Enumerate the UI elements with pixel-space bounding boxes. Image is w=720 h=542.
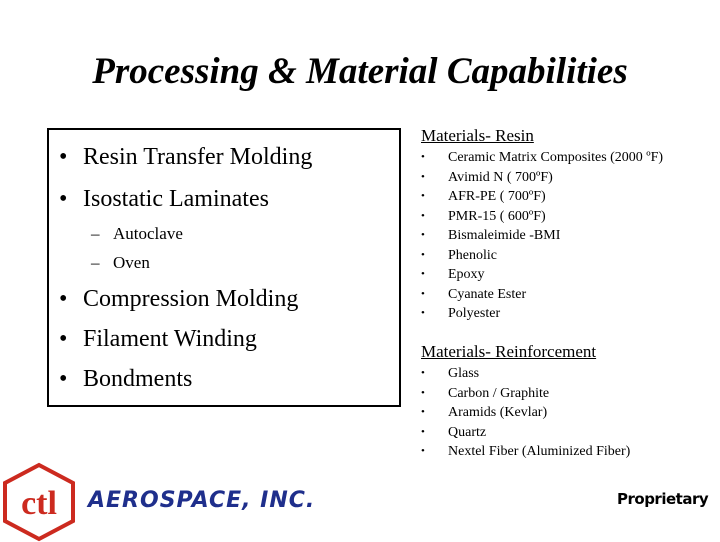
resin-label: Bismaleimide -BMI bbox=[448, 228, 561, 243]
dash-bullet: – bbox=[91, 253, 100, 272]
resin-label: Phenolic bbox=[448, 247, 497, 263]
process-label: Compression Molding bbox=[83, 286, 299, 312]
resin-label: PMR-15 ( 600ºF) bbox=[448, 208, 546, 224]
resin-label: Epoxy bbox=[448, 267, 485, 282]
bullet: • bbox=[421, 406, 425, 418]
bullet: • bbox=[421, 229, 425, 241]
bullet: • bbox=[59, 186, 68, 212]
bullet: • bbox=[421, 445, 425, 457]
resin-label: Cyanate Ester bbox=[448, 286, 527, 302]
bullet: • bbox=[421, 307, 425, 319]
bullet: • bbox=[421, 287, 425, 300]
company-name: AEROSPACE, INC. bbox=[88, 488, 316, 513]
ctl-logo-mark bbox=[2, 462, 76, 542]
process-label: Isostatic Laminates bbox=[83, 186, 269, 212]
bullet: • bbox=[59, 326, 68, 352]
bullet: • bbox=[421, 367, 425, 379]
process-list-box bbox=[47, 128, 401, 407]
process-sub-label: Autoclave bbox=[113, 224, 183, 243]
resin-label: AFR-PE ( 700ºF) bbox=[448, 189, 546, 204]
process-label: Bondments bbox=[83, 366, 193, 392]
bullet: • bbox=[59, 144, 68, 170]
reinforcement-label: Quartz bbox=[448, 424, 487, 440]
dash-bullet: – bbox=[91, 224, 100, 243]
resin-header: Materials- Resin bbox=[421, 126, 534, 145]
reinforcement-label: Aramids (Kevlar) bbox=[448, 405, 548, 420]
slide-title: Processing & Material Capabilities bbox=[92, 51, 628, 92]
process-sub-label: Oven bbox=[113, 253, 150, 272]
process-label: Resin Transfer Molding bbox=[83, 144, 313, 170]
proprietary-label: Proprietary bbox=[617, 490, 709, 508]
bullet: • bbox=[421, 268, 425, 280]
bullet: • bbox=[421, 209, 425, 222]
reinforcement-header: Materials- Reinforcement bbox=[421, 342, 597, 361]
resin-label: Polyester bbox=[448, 306, 501, 321]
resin-label: Avimid N ( 700ºF) bbox=[448, 169, 553, 185]
bullet: • bbox=[421, 190, 425, 202]
reinforcement-label: Glass bbox=[448, 366, 480, 381]
reinforcement-label: Nextel Fiber (Aluminized Fiber) bbox=[448, 444, 631, 459]
resin-label: Ceramic Matrix Composites (2000 ºF) bbox=[448, 150, 664, 165]
bullet: • bbox=[421, 248, 425, 261]
bullet: • bbox=[421, 151, 425, 163]
reinforcement-label: Carbon / Graphite bbox=[448, 385, 550, 401]
bullet: • bbox=[421, 386, 425, 399]
bullet: • bbox=[421, 425, 425, 438]
bullet: • bbox=[421, 170, 425, 183]
bullet: • bbox=[59, 286, 68, 312]
logo-letters: ctl bbox=[21, 485, 57, 522]
bullet: • bbox=[59, 366, 68, 392]
process-label: Filament Winding bbox=[83, 326, 257, 352]
